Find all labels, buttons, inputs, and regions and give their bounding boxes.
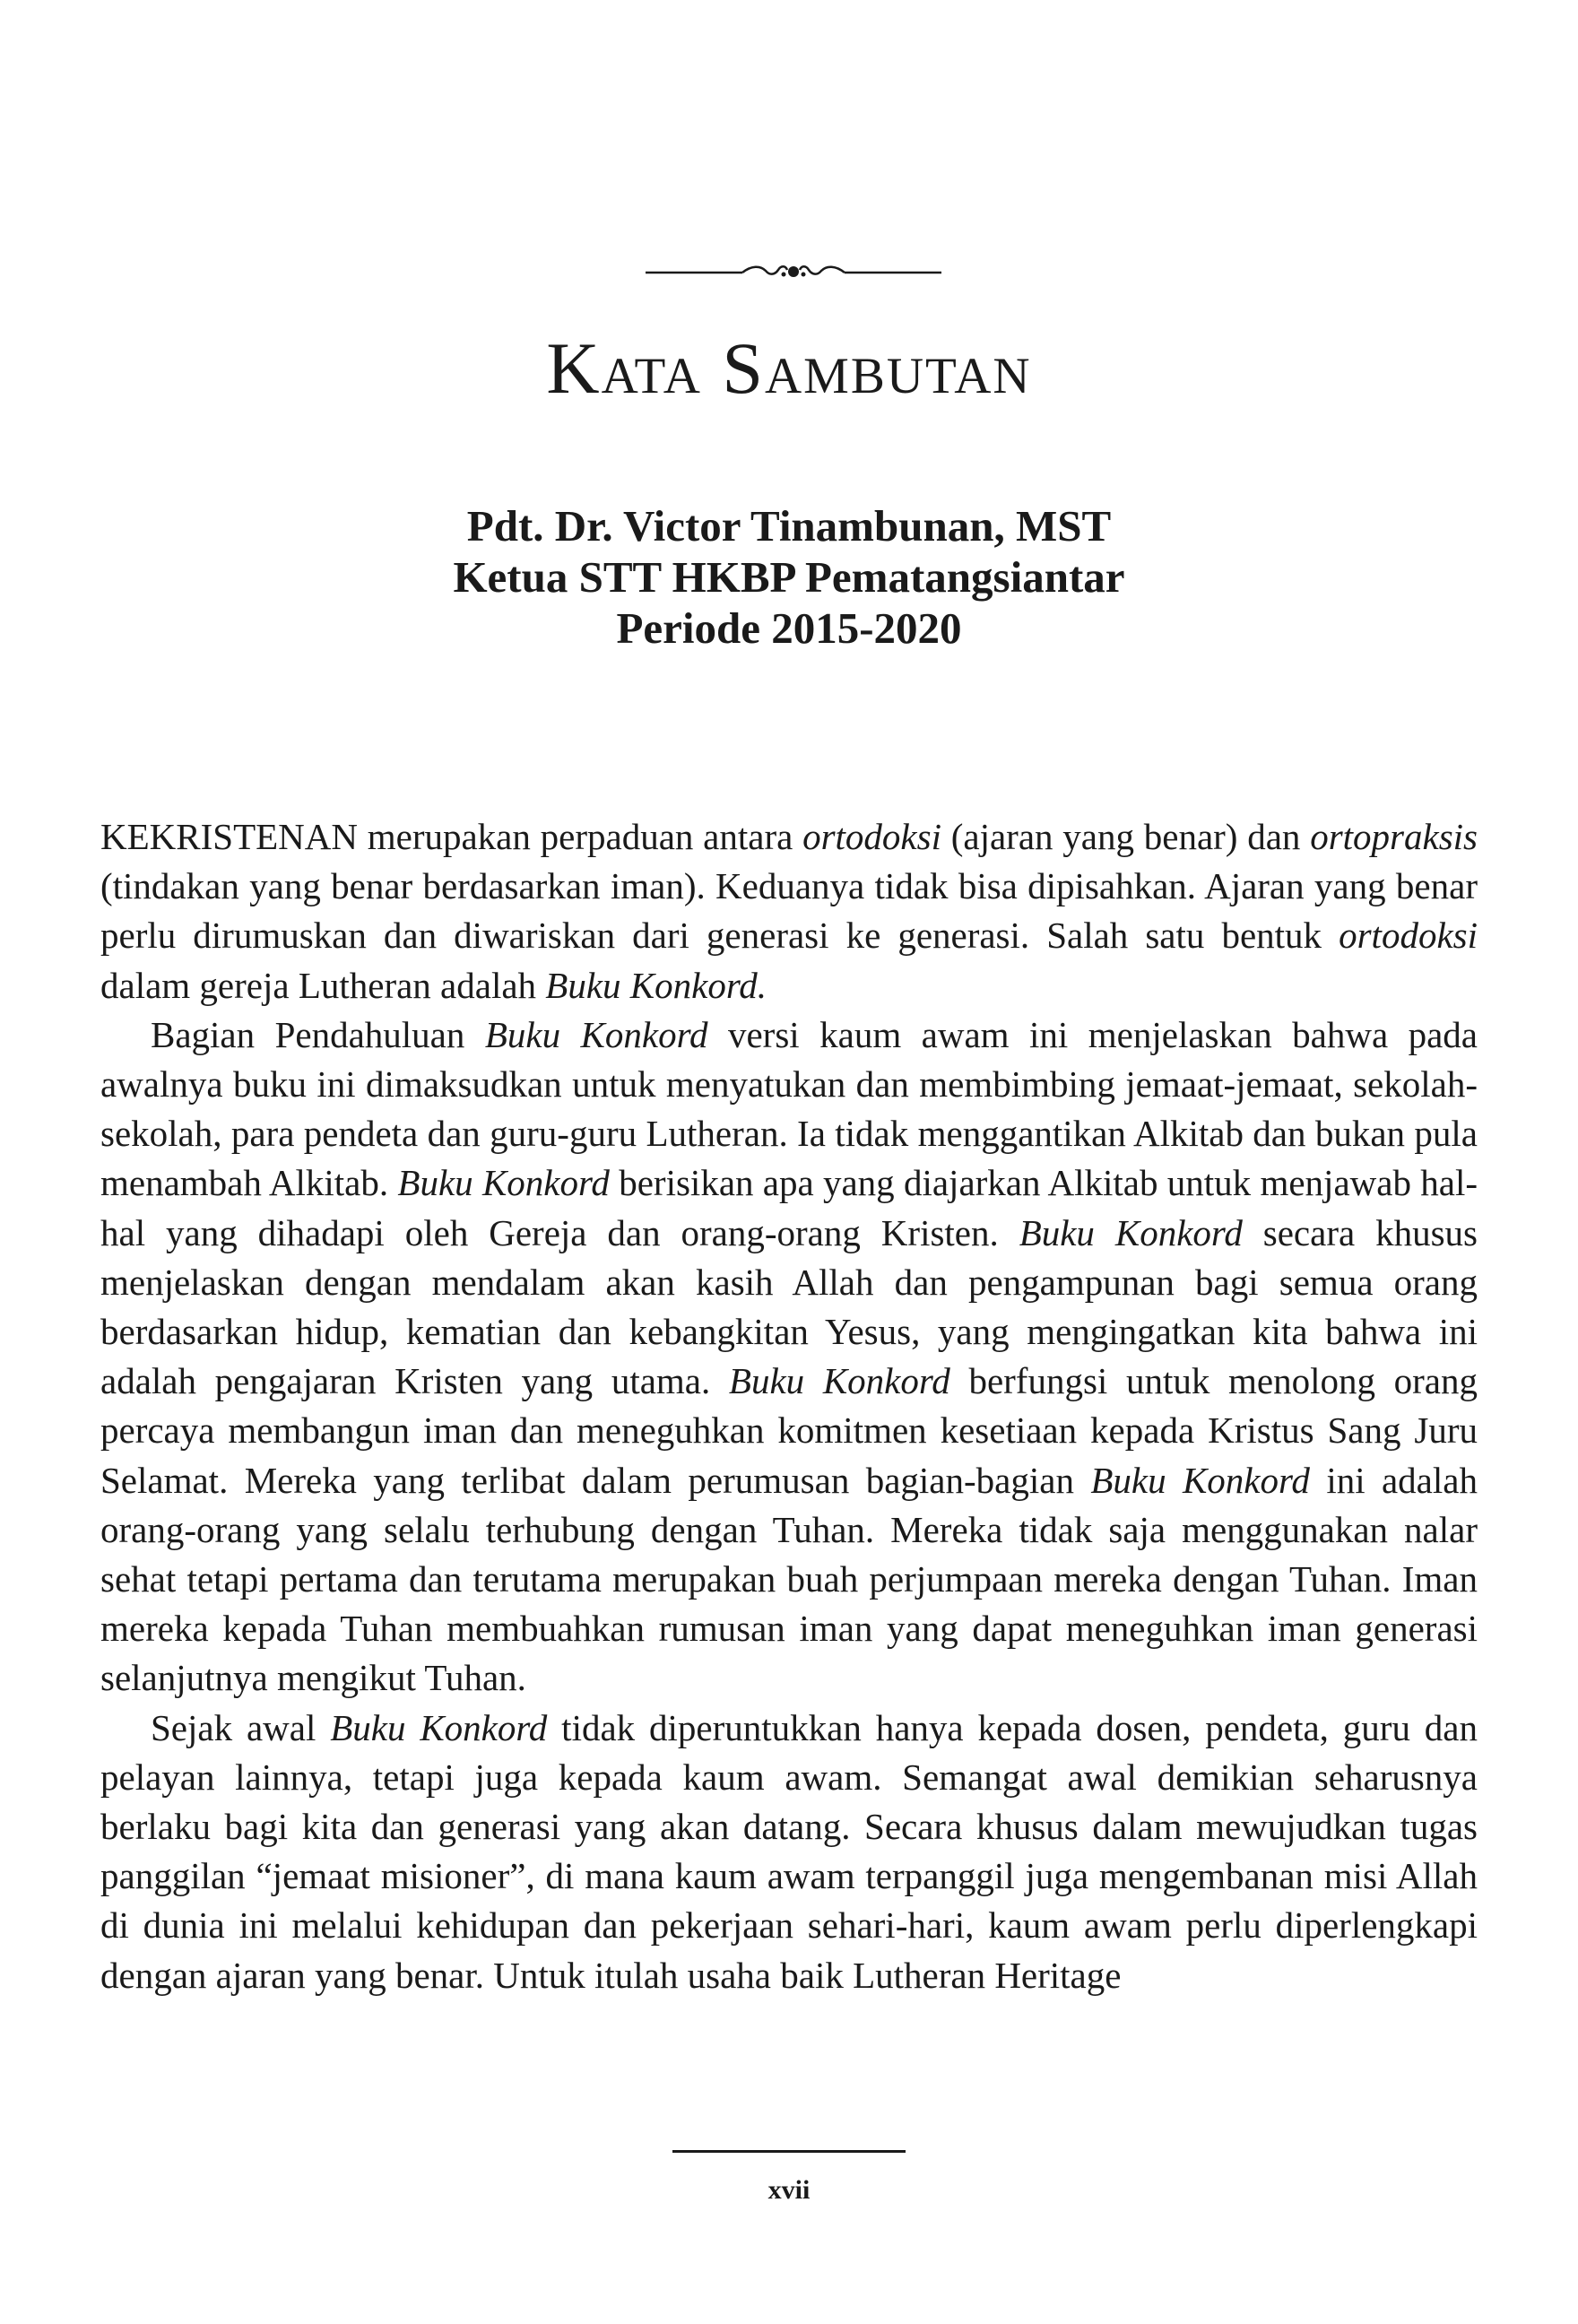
italic-run: Buku Konkord — [484, 1013, 708, 1055]
text-run: secara khusus menjelaskan dengan mendalam akan kasih Allah dan pengampunan bagi semua orang berdasarkan hidup, kematian dan kebangkitan Yesus, yang mengingatkan kita bahwa ini adalah pengajaran Kristen yang utama. — [100, 1211, 1478, 1402]
chapter-title: Kata Sambutan — [546, 327, 1032, 409]
text-run: KEKRISTENAN merupakan perpaduan antara — [100, 816, 803, 857]
text-run: Bagian Pendahuluan — [151, 1013, 485, 1055]
text-run: berfungsi untuk menolong orang percaya membangun iman dan meneguhkan komitmen kesetiaan kepada Kristus Sang Juru Selamat. Mereka yang terlibat dalam perumusan bagian-bagian — [100, 1360, 1478, 1501]
paragraph — [100, 1010, 1478, 1704]
text-run: ini adalah orang-orang yang selalu terhubung dengan Tuhan. Mereka tidak saja menggunakan nalar sehat tetapi pertama dan terutama merupakan buah perjumpaan mereka dengan Tuhan. Iman mereka kepada Tuhan membuahkan rumusan iman yang dapat meneguhkan iman generasi selanjutnya mengikut Tuhan. — [100, 1459, 1478, 1699]
body-text — [100, 812, 1478, 2000]
italic-run: ortodoksi — [802, 816, 941, 857]
italic-run: Buku Konkord — [1019, 1211, 1243, 1253]
text-run: (tindakan yang benar berdasarkan iman). Keduanya tidak bisa dipisahkan. Ajaran yang benar perlu dirumuskan dan diwariskan dari generasi ke generasi. Salah satu bentuk — [100, 865, 1478, 957]
italic-run: ortodoksi — [1339, 915, 1478, 957]
paragraph — [100, 1704, 1478, 2000]
italic-run: Buku Konkord — [1090, 1459, 1310, 1501]
text-run: tidak diperuntukkan hanya kepada dosen, pendeta, guru dan pelayan lainnya, tetapi juga kepada kaum awam. Semangat awal demikian seharusnya berlaku bagi kita dan generasi yang akan datang. Secara khusus dalam mewujudkan tugas panggilan “jemaat misioner”, di mana kaum awam terpanggil juga mengembanan misi Allah di dunia ini melalui kehidupan dan pekerjaan sehari-hari, kaum awam perlu diperlengkapi dengan ajaran yang benar. Untuk itulah usaha baik Lutheran Heritage — [100, 1706, 1478, 1996]
italic-run: ortopraksis — [1310, 816, 1478, 857]
paragraph — [100, 812, 1478, 1010]
text-run: versi kaum awam ini menjelaskan bahwa pada awalnya buku ini dimaksudkan untuk menyatukan dan membimbing jemaat-jemaat, sekolah-sekolah, para pendeta dan guru-guru Lutheran. Ia tidak menggantikan Alkitab dan bukan pula menambah Alkitab. — [100, 1013, 1478, 1204]
italic-run: Buku Konkord — [397, 1162, 610, 1204]
author-period: Periode 2015-2020 — [616, 603, 962, 653]
author-position: Ketua STT HKBP Pematangsiantar — [453, 552, 1125, 602]
text-run: Sejak awal — [151, 1706, 331, 1748]
author-name: Pdt. Dr. Victor Tinambunan, MST — [466, 501, 1112, 551]
page-number: xvii — [767, 2175, 811, 2205]
italic-run: Buku Konkord — [728, 1360, 950, 1402]
italic-run: Buku Konkord — [330, 1706, 548, 1748]
ornament-divider — [646, 253, 941, 292]
author-block — [0, 500, 1578, 654]
text-run: berisikan apa yang diajarkan Alkitab untuk menjawab hal-hal yang dihadapi oleh Gereja dan orang-orang Kristen. — [100, 1162, 1478, 1253]
text-run: (ajaran yang benar) dan — [941, 816, 1311, 857]
text-run: dalam gereja Lutheran adalah — [100, 964, 546, 1006]
footer-rule — [672, 2150, 906, 2153]
italic-run: Buku Konkord. — [545, 964, 767, 1006]
